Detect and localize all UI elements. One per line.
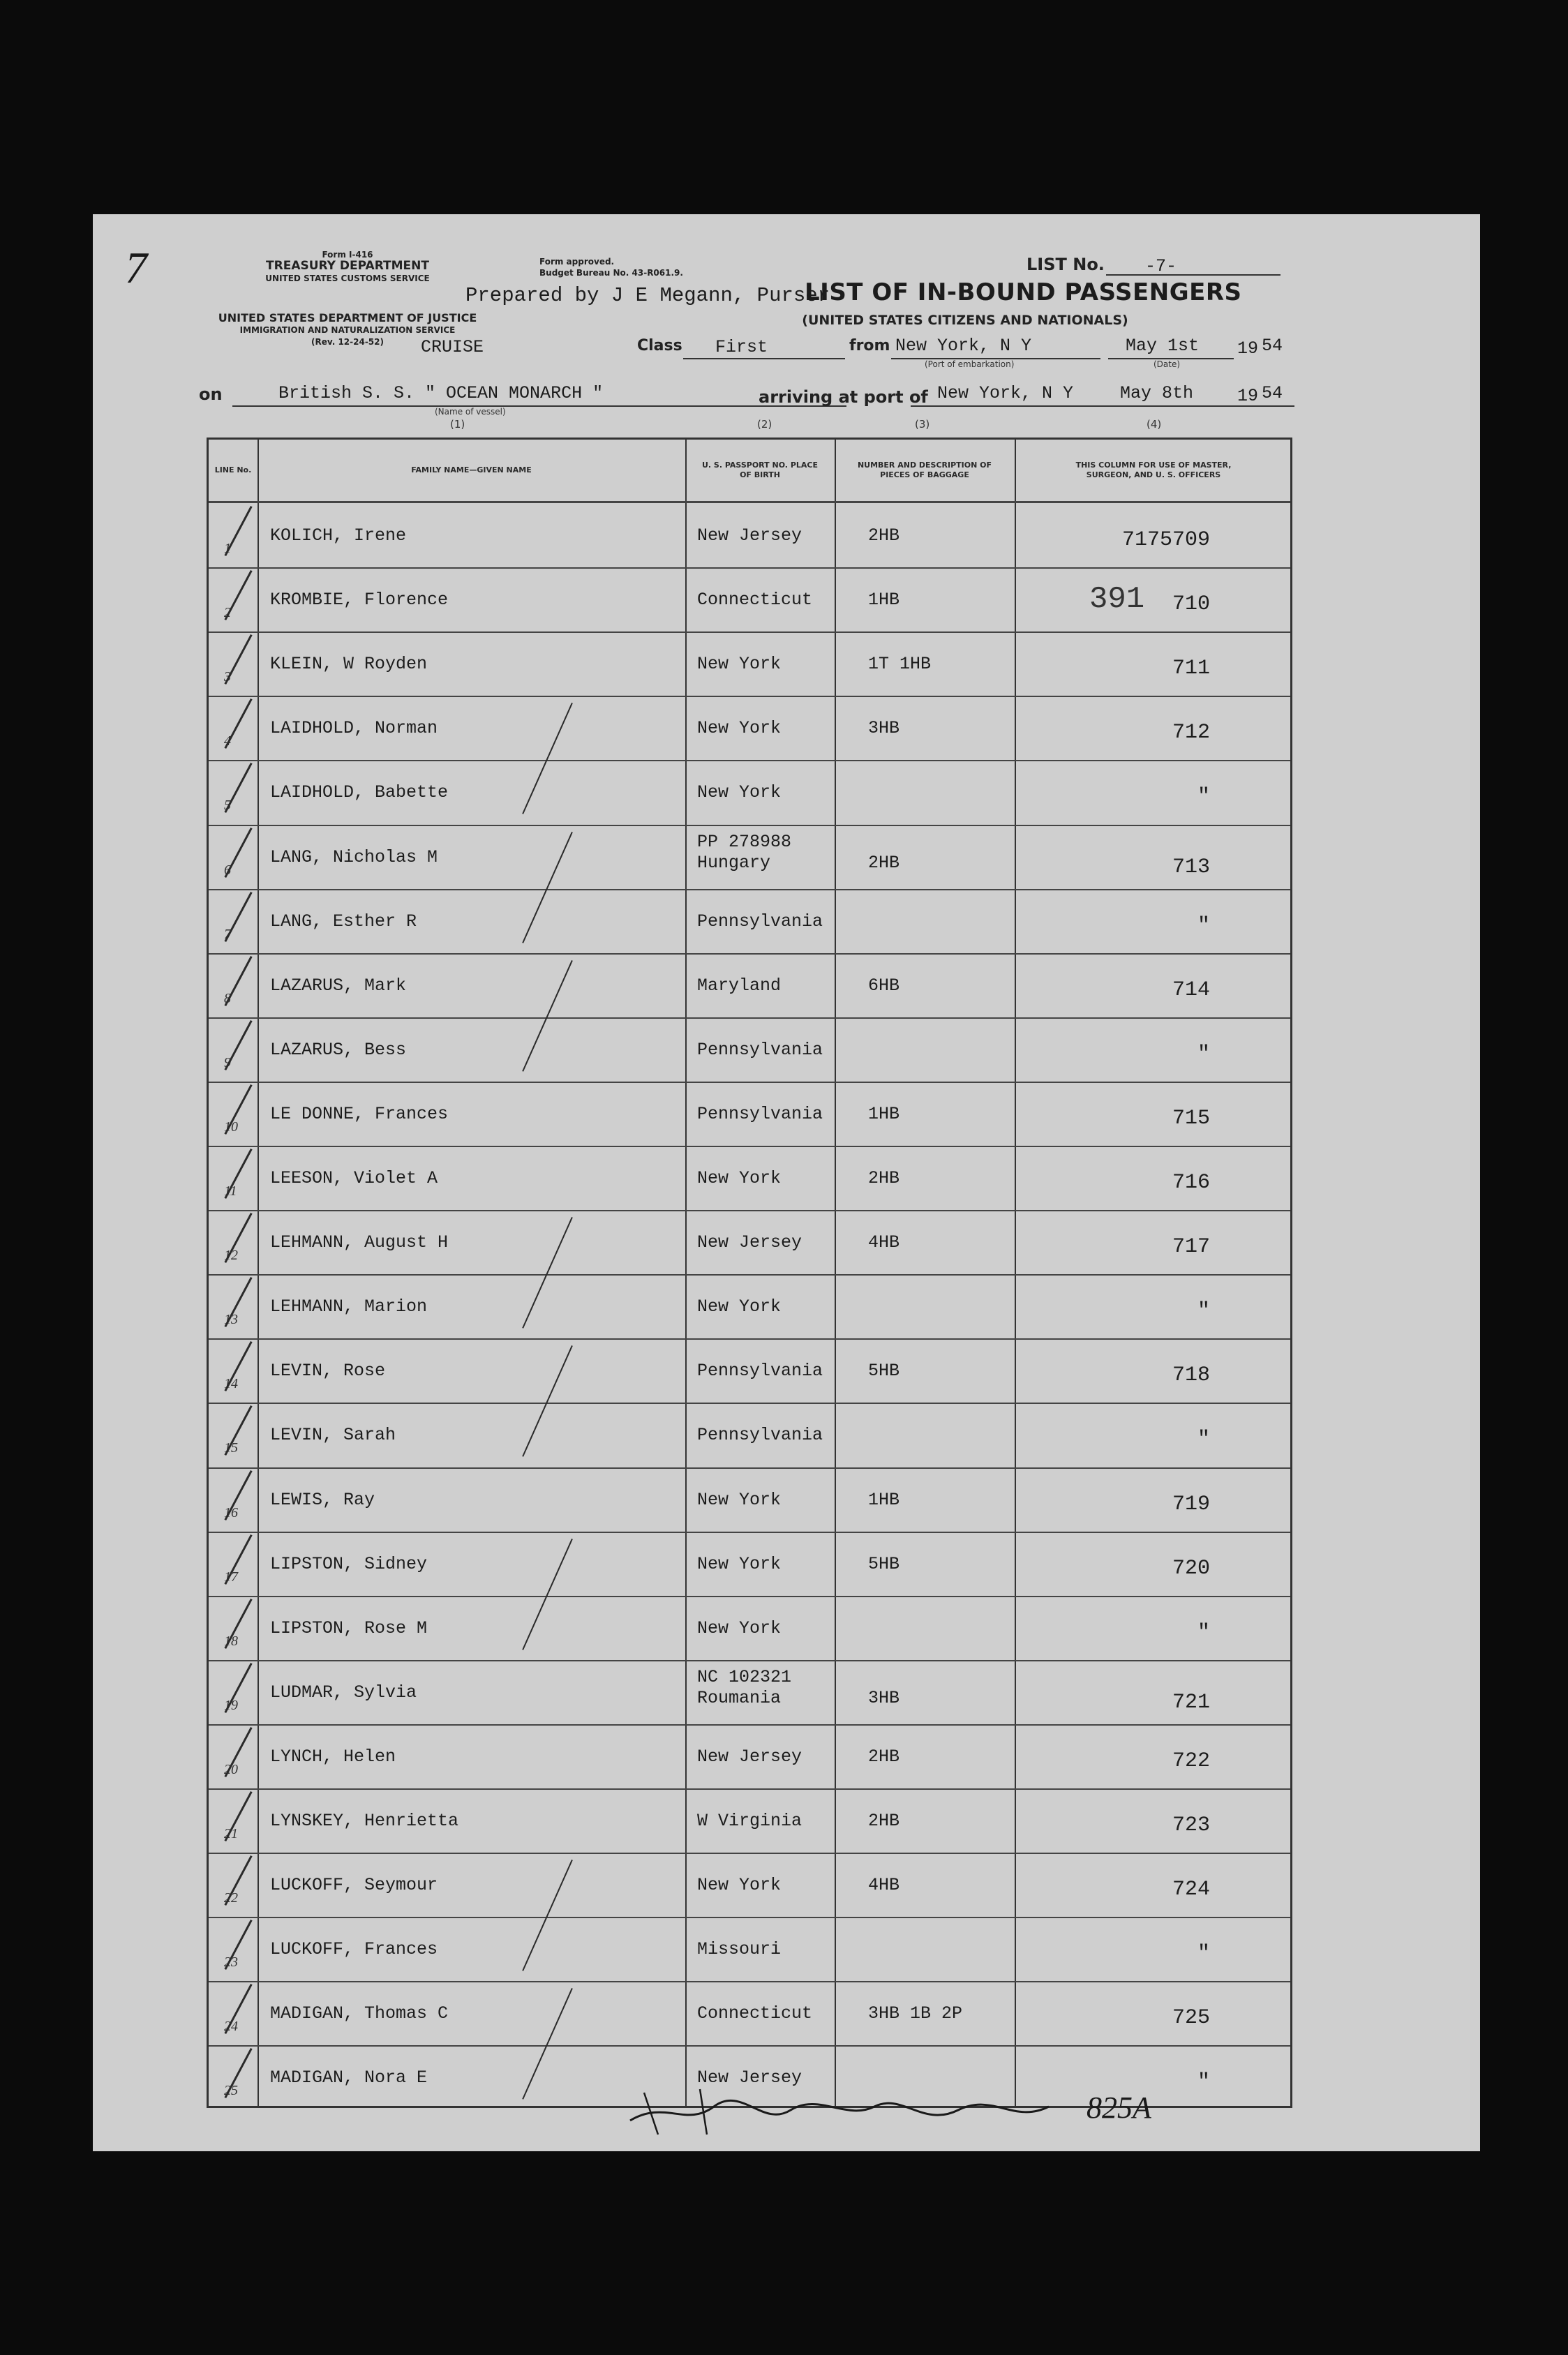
table-row <box>209 696 1290 760</box>
form-revision: (Rev. 12-24-52) <box>311 337 384 347</box>
baggage: 5HB <box>868 1361 900 1382</box>
customs-service: UNITED STATES CUSTOMS SERVICE <box>265 274 430 283</box>
line-number: 5 <box>224 798 231 814</box>
passenger-name: LAZARUS, Mark <box>270 975 407 996</box>
col-mark-3: (3) <box>915 418 930 431</box>
passenger-name: LE DONNE, Frances <box>270 1103 449 1124</box>
place-of-birth: W Virginia <box>697 1811 802 1831</box>
table-row <box>209 1981 1290 2045</box>
class-label: Class <box>637 337 682 354</box>
passenger-name: LEHMANN, Marion <box>270 1296 428 1317</box>
baggage: 1T 1HB <box>868 654 932 675</box>
check-mark <box>224 892 252 942</box>
check-mark <box>224 1534 252 1585</box>
place-of-birth: Pennsylvania <box>697 1039 823 1060</box>
line-number: 19 <box>224 1697 238 1713</box>
passenger-name: MADIGAN, Thomas C <box>270 2003 449 2024</box>
baggage: 4HB <box>868 1232 900 1253</box>
official-number: 720 <box>1172 1556 1210 1580</box>
table-row <box>209 1788 1290 1853</box>
check-mark <box>224 1855 252 1906</box>
place-of-birth: Pennsylvania <box>697 1425 823 1446</box>
arrival-year: 54 <box>1262 383 1283 403</box>
check-mark <box>224 570 252 620</box>
check-mark <box>224 2048 252 2098</box>
passenger-name: LANG, Nicholas M <box>270 846 438 867</box>
place-of-birth: New York <box>697 1553 782 1574</box>
list-number: -7- <box>1145 256 1177 276</box>
official-number: 721 <box>1172 1690 1210 1714</box>
table-row <box>209 1532 1290 1596</box>
line-number: 23 <box>224 1954 238 1971</box>
baggage: 1HB <box>868 1103 900 1124</box>
table-row <box>209 1338 1290 1403</box>
line-number: 7 <box>224 926 231 942</box>
baggage: 6HB <box>868 975 900 996</box>
place-of-birth: Connecticut <box>697 590 813 611</box>
baggage: 4HB <box>868 1875 900 1896</box>
place-of-birth: New Jersey <box>697 1232 802 1253</box>
list-number-label: LIST No. <box>1026 255 1105 274</box>
passenger-name: LEWIS, Ray <box>270 1489 375 1510</box>
check-mark <box>224 1470 252 1520</box>
header-baggage: NUMBER AND DESCRIPTION OF PIECES OF BAGGAGE <box>857 461 992 479</box>
official-number: 713 <box>1172 855 1210 879</box>
form-number: Form I-416 <box>322 250 373 260</box>
line-number: 21 <box>224 1826 238 1841</box>
passenger-table <box>207 438 1292 2108</box>
baggage: 3HB <box>868 1687 900 1708</box>
official-number: 717 <box>1172 1235 1210 1259</box>
col-mark-2: (2) <box>757 418 772 431</box>
baggage: 2HB <box>868 525 900 546</box>
passport-number: PP 278988 <box>697 831 792 852</box>
embark-date: May 1st <box>1126 336 1200 356</box>
passenger-name: LANG, Esther R <box>270 911 417 932</box>
signature <box>623 2079 1293 2141</box>
line-number: 18 <box>224 1633 238 1649</box>
line-number: 25 <box>224 2083 238 2099</box>
manifest-sheet <box>93 214 1480 2151</box>
official-number: 7175709 <box>1121 528 1210 552</box>
form-subtitle: (UNITED STATES CITIZENS AND NATIONALS) <box>802 313 1128 328</box>
place-of-birth: Roumania <box>697 1687 782 1708</box>
line-number: 24 <box>224 2019 238 2035</box>
passenger-name: LAIDHOLD, Babette <box>270 782 449 803</box>
place-of-birth: Maryland <box>697 975 782 996</box>
passenger-name: KOLICH, Irene <box>270 525 407 546</box>
passenger-name: MADIGAN, Nora E <box>270 2068 428 2088</box>
official-number: 724 <box>1172 1878 1210 1902</box>
table-row <box>209 760 1290 824</box>
line-number: 12 <box>224 1248 238 1264</box>
passenger-name: LYNCH, Helen <box>270 1746 396 1767</box>
check-mark <box>224 1084 252 1135</box>
line-number: 3 <box>224 669 231 685</box>
passenger-name: LYNSKEY, Henrietta <box>270 1811 459 1831</box>
official-number: " <box>1197 1620 1210 1645</box>
col-mark-1: (1) <box>450 418 465 431</box>
official-number: 719 <box>1172 1492 1210 1516</box>
on-label: on <box>199 384 223 404</box>
vessel-name: British S. S. " OCEAN MONARCH " <box>278 383 604 403</box>
place-of-birth: New York <box>697 1875 782 1896</box>
line-number: 6 <box>224 862 231 878</box>
date-caption: (Date) <box>1153 359 1181 369</box>
line-number: 22 <box>224 1890 238 1906</box>
table-row <box>209 631 1290 696</box>
treasury-dept: TREASURY DEPARTMENT <box>266 259 429 273</box>
cruise-label: CRUISE <box>421 337 484 357</box>
check-mark <box>224 1341 252 1391</box>
place-of-birth: New York <box>697 654 782 675</box>
baggage: 2HB <box>868 1746 900 1767</box>
passenger-name: KROMBIE, Florence <box>270 590 449 611</box>
official-number: 723 <box>1172 1814 1210 1837</box>
header-passport: U. S. PASSPORT NO. PLACE OF BIRTH <box>701 461 818 479</box>
official-number: 715 <box>1172 1106 1210 1130</box>
table-row <box>209 953 1290 1017</box>
check-mark <box>224 1663 252 1713</box>
baggage: 3HB 1B 2P <box>868 2003 963 2024</box>
line-number: 17 <box>224 1569 238 1585</box>
header-official-use: THIS COLUMN FOR USE OF MASTER, SURGEON, AND U. S. OFFICERS <box>1075 461 1232 479</box>
form-approved: Form approved. <box>539 257 615 267</box>
table-row <box>209 1403 1290 1467</box>
official-number: 716 <box>1172 1171 1210 1195</box>
place-of-birth: New Jersey <box>697 1746 802 1767</box>
passenger-name: LEVIN, Rose <box>270 1361 386 1382</box>
place-of-birth: New Jersey <box>697 2068 802 2088</box>
official-number: 710 <box>1172 592 1210 617</box>
passenger-name: LIPSTON, Sidney <box>270 1553 428 1574</box>
baggage: 2HB <box>868 1811 900 1831</box>
place-of-birth: New York <box>697 1168 782 1188</box>
official-number: 718 <box>1172 1363 1210 1388</box>
margin-mark: 7 <box>125 243 147 292</box>
place-of-birth: Connecticut <box>697 2003 813 2024</box>
justice-dept: UNITED STATES DEPARTMENT OF JUSTICE <box>218 311 477 324</box>
passenger-name: LEESON, Violet A <box>270 1168 438 1188</box>
check-mark <box>224 1277 252 1327</box>
table-row <box>209 503 1290 567</box>
place-of-birth: New York <box>697 1617 782 1638</box>
line-number: 13 <box>224 1312 238 1328</box>
arriving-label: arriving at port of <box>759 387 928 407</box>
table-row <box>209 1146 1290 1210</box>
place-of-birth: New York <box>697 782 782 803</box>
budget-bureau: Budget Bureau No. 43-R061.9. <box>539 268 683 278</box>
passport-number: NC 102321 <box>697 1666 792 1687</box>
passenger-name: LAZARUS, Bess <box>270 1039 407 1060</box>
official-number: " <box>1197 2070 1210 2095</box>
official-number: " <box>1197 913 1210 938</box>
baggage: 1HB <box>868 590 900 611</box>
arrival-port: New York, N Y <box>937 383 1074 403</box>
check-mark <box>224 1984 252 2034</box>
check-mark <box>224 828 252 878</box>
vessel-caption: (Name of vessel) <box>435 407 506 417</box>
from-label: from <box>849 337 890 354</box>
official-number: " <box>1197 1299 1210 1324</box>
line-number: 16 <box>224 1504 238 1520</box>
check-mark <box>224 1149 252 1199</box>
line-number: 15 <box>224 1440 238 1456</box>
table-row <box>209 1660 1290 1724</box>
table-row <box>209 1210 1290 1274</box>
line-number: 20 <box>224 1761 238 1777</box>
official-number: " <box>1197 785 1210 809</box>
line-number: 9 <box>224 1054 231 1070</box>
passenger-name: KLEIN, W Royden <box>270 654 428 675</box>
place-of-birth: New York <box>697 1296 782 1317</box>
table-row <box>209 1467 1290 1532</box>
official-number: 722 <box>1172 1749 1210 1773</box>
line-number: 14 <box>224 1376 238 1392</box>
passenger-name: LEHMANN, August H <box>270 1232 449 1253</box>
check-mark <box>224 1920 252 1970</box>
check-mark <box>224 1020 252 1070</box>
official-number: 711 <box>1172 657 1210 681</box>
place-of-birth: Missouri <box>697 1939 782 1960</box>
place-of-birth: Pennsylvania <box>697 911 823 932</box>
table-row <box>209 825 1290 889</box>
table-row <box>209 1724 1290 1788</box>
table-row <box>209 1853 1290 1917</box>
header-line-no: LINE No. <box>214 465 252 474</box>
official-number: " <box>1197 1942 1210 1966</box>
check-mark <box>224 1213 252 1263</box>
check-mark <box>224 506 252 556</box>
passenger-name: LEVIN, Sarah <box>270 1425 396 1446</box>
place-of-birth: New York <box>697 1489 782 1510</box>
baggage: 2HB <box>868 852 900 873</box>
table-row <box>209 1017 1290 1082</box>
baggage: 1HB <box>868 1489 900 1510</box>
passenger-name: LAIDHOLD, Norman <box>270 718 438 739</box>
arrival-year-prefix: 19 <box>1237 386 1259 406</box>
line-number: 11 <box>224 1183 237 1199</box>
year-prefix: 19 <box>1237 338 1259 359</box>
check-mark <box>224 763 252 813</box>
place-of-birth: Pennsylvania <box>697 1361 823 1382</box>
port-embark-caption: (Port of embarkation) <box>925 359 1015 369</box>
embark-port: New York, N Y <box>895 336 1032 356</box>
line-number: 4 <box>224 733 231 749</box>
baggage: 3HB <box>868 718 900 739</box>
table-row <box>209 889 1290 953</box>
official-number: 714 <box>1172 978 1210 1002</box>
passenger-name: LUCKOFF, Frances <box>270 1939 438 1960</box>
passenger-name: LUDMAR, Sylvia <box>270 1682 417 1703</box>
class-value: First <box>715 337 768 357</box>
table-row <box>209 1596 1290 1660</box>
embark-year: 54 <box>1262 336 1283 356</box>
form-title: LIST OF IN-BOUND PASSENGERS <box>805 278 1242 306</box>
table-row <box>209 1917 1290 1981</box>
check-mark <box>224 1791 252 1841</box>
signature-note: 825A <box>1087 2091 1151 2125</box>
line-number: 10 <box>224 1119 238 1135</box>
passenger-name: LIPSTON, Rose M <box>270 1617 428 1638</box>
prepared-by: Prepared by J E Megann, Purser <box>465 284 830 307</box>
place-of-birth: Hungary <box>697 852 771 873</box>
ins-service: IMMIGRATION AND NATURALIZATION SERVICE <box>239 325 456 335</box>
header-name: FAMILY NAME—GIVEN NAME <box>411 465 532 474</box>
check-mark <box>224 698 252 749</box>
check-mark <box>224 1405 252 1456</box>
line-number: 2 <box>224 605 231 621</box>
check-mark <box>224 1599 252 1649</box>
place-of-birth: New Jersey <box>697 525 802 546</box>
place-of-birth: Pennsylvania <box>697 1103 823 1124</box>
place-of-birth: New York <box>697 718 782 739</box>
col-mark-4: (4) <box>1147 418 1162 431</box>
stamp-number: 391 <box>1089 582 1145 617</box>
line-number: 1 <box>224 541 231 556</box>
official-number: 725 <box>1172 2006 1210 2031</box>
official-number: " <box>1197 1428 1210 1452</box>
baggage: 2HB <box>868 1168 900 1188</box>
table-row <box>209 1082 1290 1146</box>
table-row <box>209 1274 1290 1338</box>
arrival-date: May 8th <box>1120 383 1194 403</box>
baggage: 5HB <box>868 1553 900 1574</box>
official-number: " <box>1197 1042 1210 1066</box>
check-mark <box>224 1727 252 1777</box>
check-mark <box>224 634 252 685</box>
official-number: 712 <box>1172 721 1210 745</box>
check-mark <box>224 956 252 1006</box>
line-number: 8 <box>224 990 231 1006</box>
list-number-line <box>1106 274 1280 276</box>
passenger-name: LUCKOFF, Seymour <box>270 1875 438 1896</box>
